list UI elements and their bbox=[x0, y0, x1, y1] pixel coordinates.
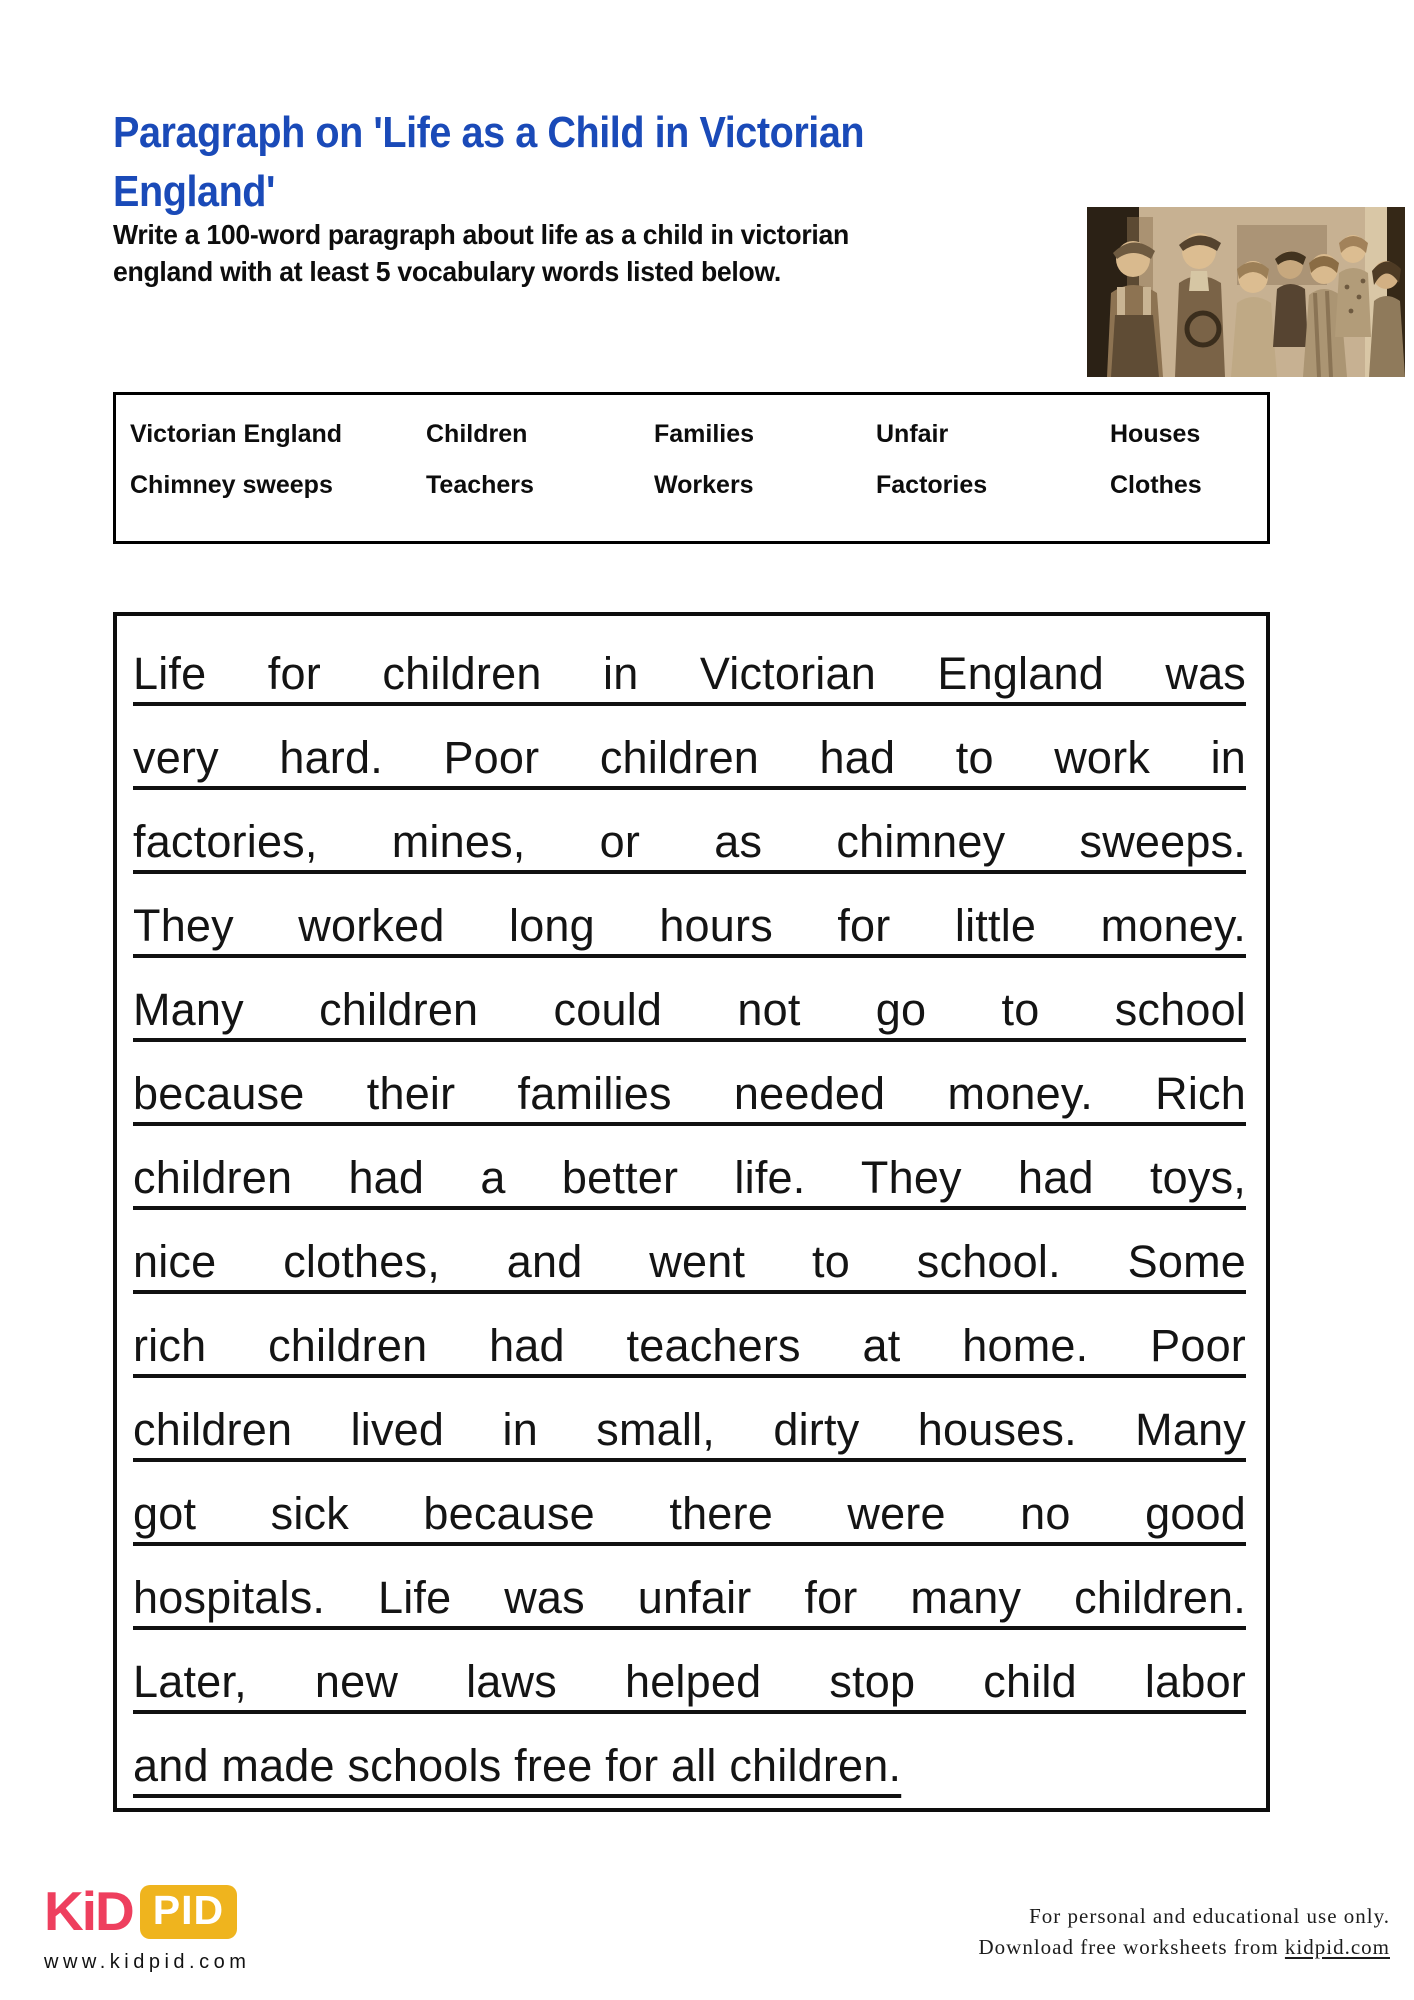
paragraph-line: hospitals. Life was unfair for many children. bbox=[133, 1572, 1246, 1623]
paragraph-line: nice clothes, and went to school. Some bbox=[133, 1236, 1246, 1287]
victorian-children-photo bbox=[1087, 207, 1405, 377]
vocabulary-word: Victorian England bbox=[130, 420, 343, 448]
page-title-line: England' bbox=[113, 167, 276, 216]
paragraph-line: Many children could not go to school bbox=[133, 984, 1246, 1035]
paragraph-line: They worked long hours for little money. bbox=[133, 900, 1246, 951]
paragraph-line: rich children had teachers at home. Poor bbox=[133, 1320, 1246, 1371]
vocabulary-word: Chimney sweeps bbox=[130, 471, 333, 499]
paragraph-line: factories, mines, or as chimney sweeps. bbox=[133, 816, 1246, 867]
vocabulary-word: Factories bbox=[876, 471, 988, 499]
vocabulary-row-1 bbox=[130, 420, 1267, 449]
page-title bbox=[113, 103, 1013, 221]
paragraph-line: because their families needed money. Rich bbox=[133, 1068, 1246, 1119]
vocabulary-word: Clothes bbox=[1110, 471, 1202, 499]
vocabulary-word: Children bbox=[426, 420, 528, 448]
usage-line-1: For personal and educational use only. bbox=[1029, 1904, 1390, 1928]
kidpid-logo-pid-badge: PID bbox=[140, 1885, 237, 1939]
paragraph-line: got sick because there were no good bbox=[133, 1488, 1246, 1539]
paragraph-line: Life for children in Victorian England was bbox=[133, 648, 1246, 699]
page-title-line: Paragraph on 'Life as a Child in Victorian bbox=[113, 108, 865, 157]
vocabulary-word: Unfair bbox=[876, 420, 949, 448]
kidpid-website-url: www.kidpid.com bbox=[44, 1951, 251, 1973]
kidpid-download-link[interactable]: kidpid.com bbox=[1284, 1935, 1390, 1959]
paragraph-line: children had a better life. They had toys, bbox=[133, 1152, 1246, 1203]
vocabulary-word: Teachers bbox=[426, 471, 534, 499]
vocabulary-box bbox=[113, 392, 1270, 544]
kidpid-logo-kid-text: KiD bbox=[44, 1880, 133, 1942]
vocabulary-word: Houses bbox=[1110, 420, 1201, 448]
paragraph-line: and made schools free for all children. bbox=[133, 1740, 902, 1791]
paragraph-answer-box bbox=[113, 612, 1270, 1812]
paragraph-line: Later, new laws helped stop child labor bbox=[133, 1656, 1246, 1707]
instructions-text bbox=[113, 216, 1063, 290]
vocabulary-word: Families bbox=[654, 420, 755, 448]
paragraph-line: children lived in small, dirty houses. Many bbox=[133, 1404, 1246, 1455]
usage-line-2 bbox=[979, 1932, 1391, 1963]
paragraph-line: very hard. Poor children had to work in bbox=[133, 732, 1246, 783]
instructions-line: england with at least 5 vocabulary words listed below. bbox=[113, 256, 782, 287]
vocabulary-word: Workers bbox=[654, 471, 754, 499]
instructions-line: Write a 100-word paragraph about life as a child in victorian bbox=[113, 219, 849, 250]
usage-notice bbox=[979, 1901, 1391, 1963]
vocabulary-row-2 bbox=[130, 471, 1267, 500]
usage-line-2-prefix: Download free worksheets from bbox=[978, 1935, 1285, 1959]
kidpid-logo bbox=[44, 1880, 237, 1942]
